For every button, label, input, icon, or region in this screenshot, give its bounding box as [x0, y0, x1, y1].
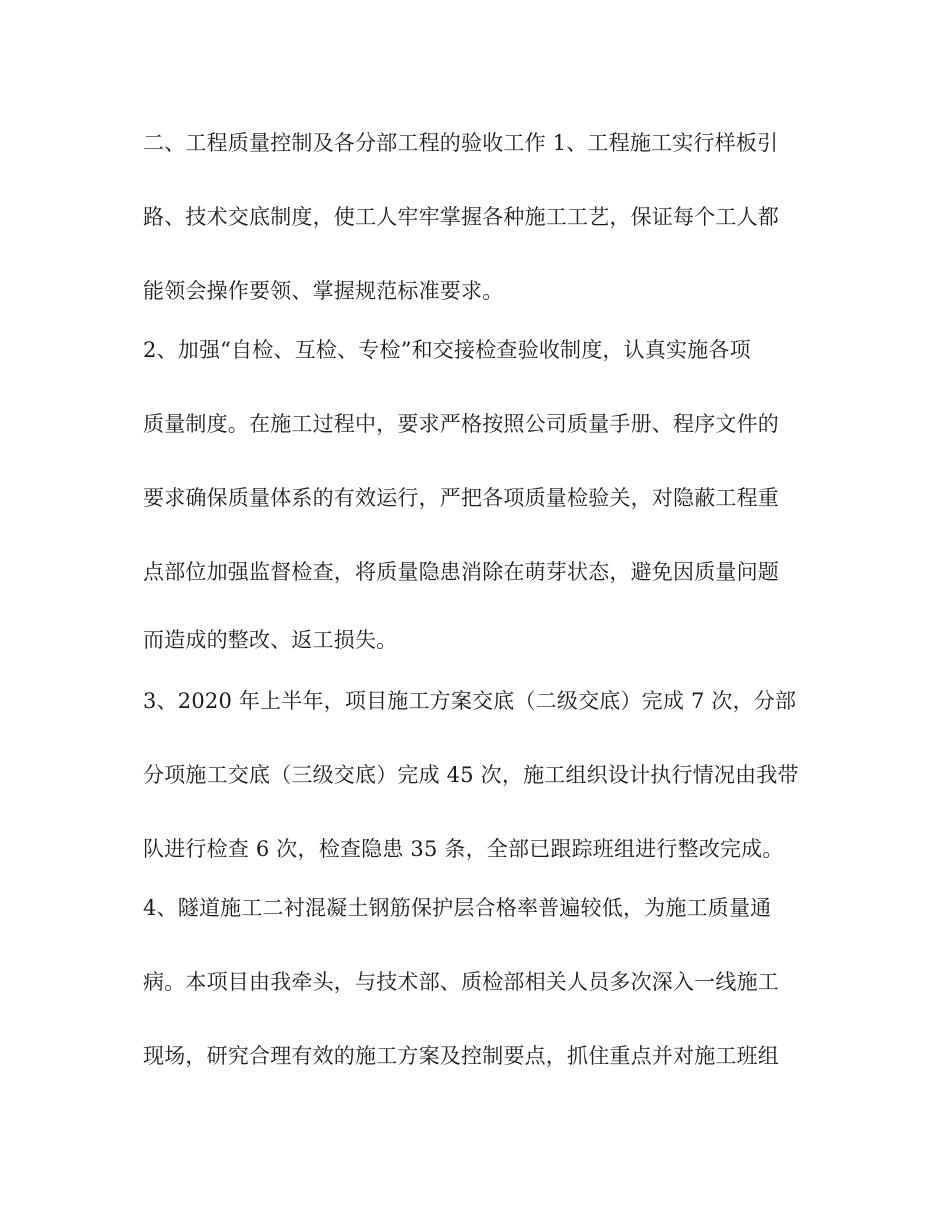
text-line: 而造成的整改、返工损失。 — [143, 628, 398, 652]
text-line: 2、加强“自检、互检、专检”和交接检查验收制度，认真实施各项 — [143, 338, 751, 362]
text-line: 4、隧道施工二衬混凝土钢筋保护层合格率普遍较低，为施工质量通 — [143, 896, 772, 920]
text-line: 质量制度。在施工过程中，要求严格按照公司质量手册、程序文件的 — [143, 412, 779, 436]
text-line: 要求确保质量体系的有效运行，严把各项质量检验关，对隐蔽工程重 — [143, 486, 779, 510]
text-line: 二、工程质量控制及各分部工程的验收工作 1、工程施工实行样板引 — [143, 131, 779, 155]
text-line: 分项施工交底（三级交底）完成 45 次，施工组织设计执行情况由我带 — [143, 763, 799, 787]
text-line: 病。本项目由我牵头，与技术部、质检部相关人员多次深入一线施工 — [143, 970, 779, 994]
text-line: 3、2020 年上半年，项目施工方案交底（二级交底）完成 7 次，分部 — [143, 689, 797, 713]
text-line: 现场，研究合理有效的施工方案及控制要点，抓住重点并对施工班组 — [143, 1044, 779, 1068]
text-line: 队进行检查 6 次，检查隐患 35 条，全部已跟踪班组进行整改完成。 — [143, 837, 784, 861]
text-line: 路、技术交底制度，使工人牢牢掌握各种施工工艺，保证每个工人都 — [143, 205, 779, 229]
text-line: 点部位加强监督检查，将质量隐患消除在萌芽状态，避免因质量问题 — [143, 560, 779, 584]
text-line: 能领会操作要领、掌握规范标准要求。 — [143, 279, 504, 303]
